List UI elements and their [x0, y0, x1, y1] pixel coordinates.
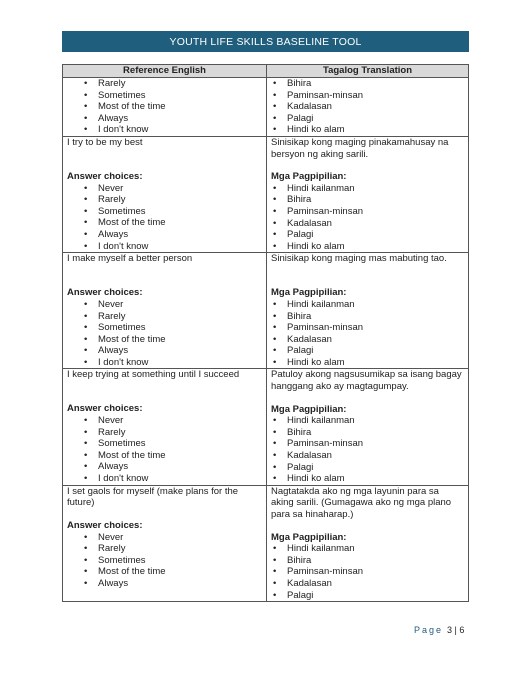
answer-choice: • Most of the time [67, 101, 262, 113]
question-text-english: I set gaols for myself (make plans for the future) [67, 485, 239, 509]
answer-choice: • Rarely [67, 543, 262, 555]
answer-choice: • Sometimes [67, 90, 262, 102]
answer-choice: • Always [67, 345, 262, 357]
answer-choices-list-tagalog [271, 299, 464, 369]
answer-choice: • Bihira [271, 427, 464, 439]
answer-choice: • Hindi ko alam [271, 473, 464, 485]
answer-choice: • Sometimes [67, 322, 262, 334]
answer-choice: • Hindi kailanman [271, 415, 464, 427]
cell-english [63, 78, 267, 137]
answer-choices-label-tagalog: Mga Pagpipilian: [271, 287, 347, 299]
page-footer [414, 625, 464, 635]
answer-choice: • Kadalasan [271, 578, 464, 590]
question-text-tagalog: Sinisikap kong maging pinakamahusay na bersyon ng aking sarili. [271, 136, 449, 160]
answer-choice: • Always [67, 578, 262, 590]
answer-choices-list-tagalog [271, 78, 464, 136]
answer-choice: • Most of the time [67, 450, 262, 462]
answer-choices-list-tagalog [271, 183, 464, 253]
answer-choice: • Bihira [271, 78, 464, 90]
answer-choice: • I don't know [67, 473, 262, 485]
answer-choice: • Paminsan-minsan [271, 438, 464, 450]
answer-choice: • I don't know [67, 357, 262, 369]
answer-choices-list-tagalog [271, 543, 464, 601]
answer-choices-list-english [67, 183, 262, 253]
answer-choice: • Never [67, 183, 262, 195]
answer-choices-label-tagalog: Mga Pagpipilian: [271, 403, 347, 415]
question-text-english: I try to be my best [67, 136, 143, 148]
page-label: Page [414, 625, 444, 635]
answer-choice: • Palagi [271, 345, 464, 357]
answer-choice: • Hindi kailanman [271, 183, 464, 195]
answer-choice: • I don't know [67, 124, 262, 136]
document-header-banner [62, 31, 469, 52]
page-number: 3 | 6 [447, 625, 465, 635]
answer-choices-label-english: Answer choices: [67, 170, 143, 182]
table-row [63, 78, 469, 137]
question-text-tagalog: Nagtatakda ako ng mga layunin para sa aking sarili. (Gumagawa ako ng mga plano para sa hinaharap.) [271, 485, 452, 520]
answer-choice: • Rarely [67, 427, 262, 439]
table-row [63, 485, 469, 601]
answer-choice: • Paminsan-minsan [271, 90, 464, 102]
answer-choice: • Palagi [271, 113, 464, 125]
column-header-english: Reference English [63, 65, 267, 78]
answer-choice: • Hindi ko alam [271, 357, 464, 369]
answer-choice: • Paminsan-minsan [271, 566, 464, 578]
answer-choice: • Palagi [271, 229, 464, 241]
answer-choice: • Hindi ko alam [271, 241, 464, 253]
answer-choice: • Sometimes [67, 206, 262, 218]
answer-choice: • Paminsan-minsan [271, 206, 464, 218]
cell-tagalog [267, 253, 469, 369]
answer-choice: • Always [67, 113, 262, 125]
answer-choice: • Most of the time [67, 217, 262, 229]
answer-choice: • Hindi ko alam [271, 124, 464, 136]
answer-choices-label-english: Answer choices: [67, 403, 143, 415]
answer-choice: • Bihira [271, 194, 464, 206]
answer-choice: • Never [67, 415, 262, 427]
answer-choices-list-tagalog [271, 415, 464, 485]
table-row [63, 369, 469, 485]
answer-choice: • Never [67, 532, 262, 544]
translation-table [62, 64, 469, 602]
table-row [63, 136, 469, 252]
answer-choices-list-english [67, 78, 262, 136]
cell-english [63, 485, 267, 601]
answer-choices-list-english [67, 415, 262, 485]
answer-choices-list-english [67, 532, 262, 590]
question-text-tagalog: Patuloy akong nagsusumikap sa isang bagay hanggang ako ay magtagumpay. [271, 369, 462, 393]
answer-choice: • Hindi kailanman [271, 543, 464, 555]
answer-choice: • Palagi [271, 462, 464, 474]
question-text-english: I make myself a better person [67, 253, 193, 265]
answer-choices-label-tagalog: Mga Pagpipilian: [271, 531, 347, 543]
answer-choice: • Bihira [271, 311, 464, 323]
answer-choice: • Hindi kailanman [271, 299, 464, 311]
answer-choices-label-tagalog: Mga Pagpipilian: [271, 171, 347, 183]
answer-choice: • I don't know [67, 241, 262, 253]
answer-choice: • Sometimes [67, 438, 262, 450]
answer-choice: • Rarely [67, 311, 262, 323]
answer-choice: • Rarely [67, 194, 262, 206]
answer-choice: • Kadalasan [271, 334, 464, 346]
question-text-tagalog: Sinisikap kong maging mas mabuting tao. [271, 253, 447, 265]
cell-english [63, 369, 267, 485]
answer-choice: • Most of the time [67, 334, 262, 346]
answer-choice: • Kadalasan [271, 218, 464, 230]
answer-choice: • Kadalasan [271, 101, 464, 113]
answer-choices-label-english: Answer choices: [67, 287, 143, 299]
table-row [63, 253, 469, 369]
column-header-tagalog: Tagalog Translation [267, 65, 469, 78]
answer-choices-label-english: Answer choices: [67, 520, 143, 531]
answer-choice: • Never [67, 299, 262, 311]
answer-choice: • Always [67, 229, 262, 241]
cell-tagalog [267, 78, 469, 137]
answer-choice: • Bihira [271, 555, 464, 567]
answer-choice: • Palagi [271, 590, 464, 602]
answer-choice: • Rarely [67, 78, 262, 90]
cell-tagalog [267, 485, 469, 601]
question-text-english: I keep trying at something until I succeed [67, 369, 240, 381]
cell-tagalog [267, 369, 469, 485]
answer-choice: • Paminsan-minsan [271, 322, 464, 334]
answer-choice: • Most of the time [67, 566, 262, 578]
answer-choice: • Always [67, 461, 262, 473]
answer-choices-list-english [67, 299, 262, 369]
cell-english [63, 253, 267, 369]
answer-choice: • Kadalasan [271, 450, 464, 462]
table-header-row [63, 65, 469, 78]
cell-english [63, 136, 267, 252]
document-title: YOUTH LIFE SKILLS BASELINE TOOL [169, 35, 362, 48]
answer-choice: • Sometimes [67, 555, 262, 567]
cell-tagalog [267, 136, 469, 252]
